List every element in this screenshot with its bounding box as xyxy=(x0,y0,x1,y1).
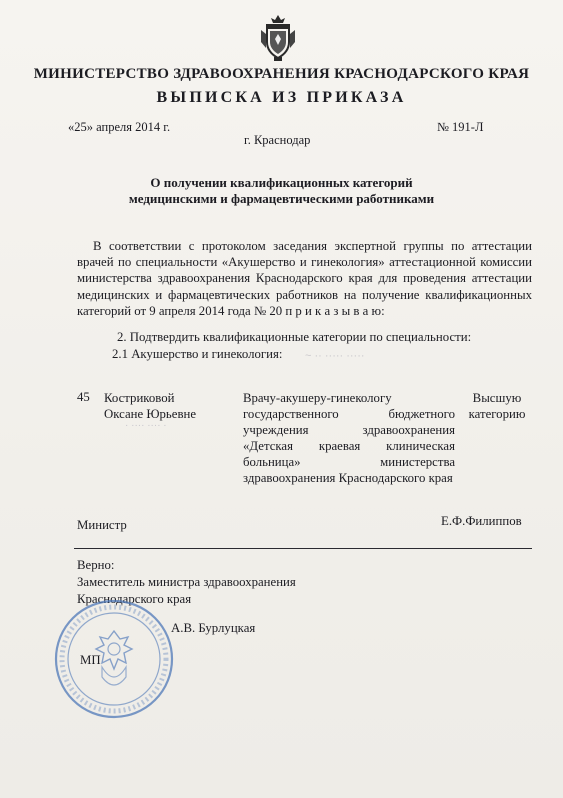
person-given-names: Оксане Юрьевне xyxy=(104,407,197,421)
order-date: «25» апреля 2014 г. xyxy=(68,120,171,134)
bleed-through-text: ~ ·· ····· ····· xyxy=(305,350,365,362)
record-category xyxy=(463,390,531,422)
official-seal-stamp xyxy=(52,597,177,722)
order-preamble xyxy=(77,238,532,319)
minister-title: Министр xyxy=(77,518,127,532)
deputy-name: А.В. Бурлуцкая xyxy=(171,621,256,635)
stamp-place-mark: МП xyxy=(80,653,101,667)
order-subject-line1: О получении квалификационных категорий xyxy=(150,175,413,190)
order-number: № 191-Л xyxy=(437,120,484,134)
person-surname: Костриковой xyxy=(104,391,175,405)
deputy-title-line1: Заместитель министра здравоохранения xyxy=(77,575,296,589)
ministry-name: МИНИСТЕРСТВО ЗДРАВООХРАНЕНИЯ КРАСНОДАРСКОГО КРАЯ xyxy=(33,66,530,82)
minister-name: Е.Ф.Филиппов xyxy=(441,514,522,528)
separator-line xyxy=(74,548,532,549)
record-number: 45 xyxy=(77,390,90,404)
order-item-2-1: 2.1 Акушерство и гинекология: xyxy=(112,347,283,361)
document-type: ВЫПИСКА ИЗ ПРИКАЗА xyxy=(156,89,407,106)
verified-label: Верно: xyxy=(77,558,115,572)
deputy-title-line2: Краснодарского края xyxy=(77,592,192,606)
order-item-2: 2. Подтвердить квалификационные категории по специальности: xyxy=(117,330,472,344)
bleed-through-text: · ···· ···· · xyxy=(125,420,167,431)
category-word: категорию xyxy=(468,407,526,421)
category-level: Высшую xyxy=(472,391,522,405)
order-city: г. Краснодар xyxy=(244,133,311,147)
order-subject-line2: медицинскими и фармацевтическими работниками xyxy=(128,191,435,206)
coat-of-arms-icon xyxy=(258,12,298,62)
record-workplace: Врачу-акушеру-гинекологу государственного бюджетного учреждения здравоохранения «Детская краевая клиническая больница» министерства здравоохранения Краснодарского края xyxy=(243,391,455,485)
record-person-name xyxy=(104,390,196,422)
preamble-paragraph: В соответствии с протоколом заседания экспертной группы по аттестации врачей по специальности «Акушерство и гинекология» аттестационной комиссии министерства здравоохранения Краснодарского края для проведения аттестации медицинских и фармацевтических работников на получение квалификационных категорий от 9 апреля 2014 года № 20 п р и к а з ы в а ю: xyxy=(77,239,532,318)
